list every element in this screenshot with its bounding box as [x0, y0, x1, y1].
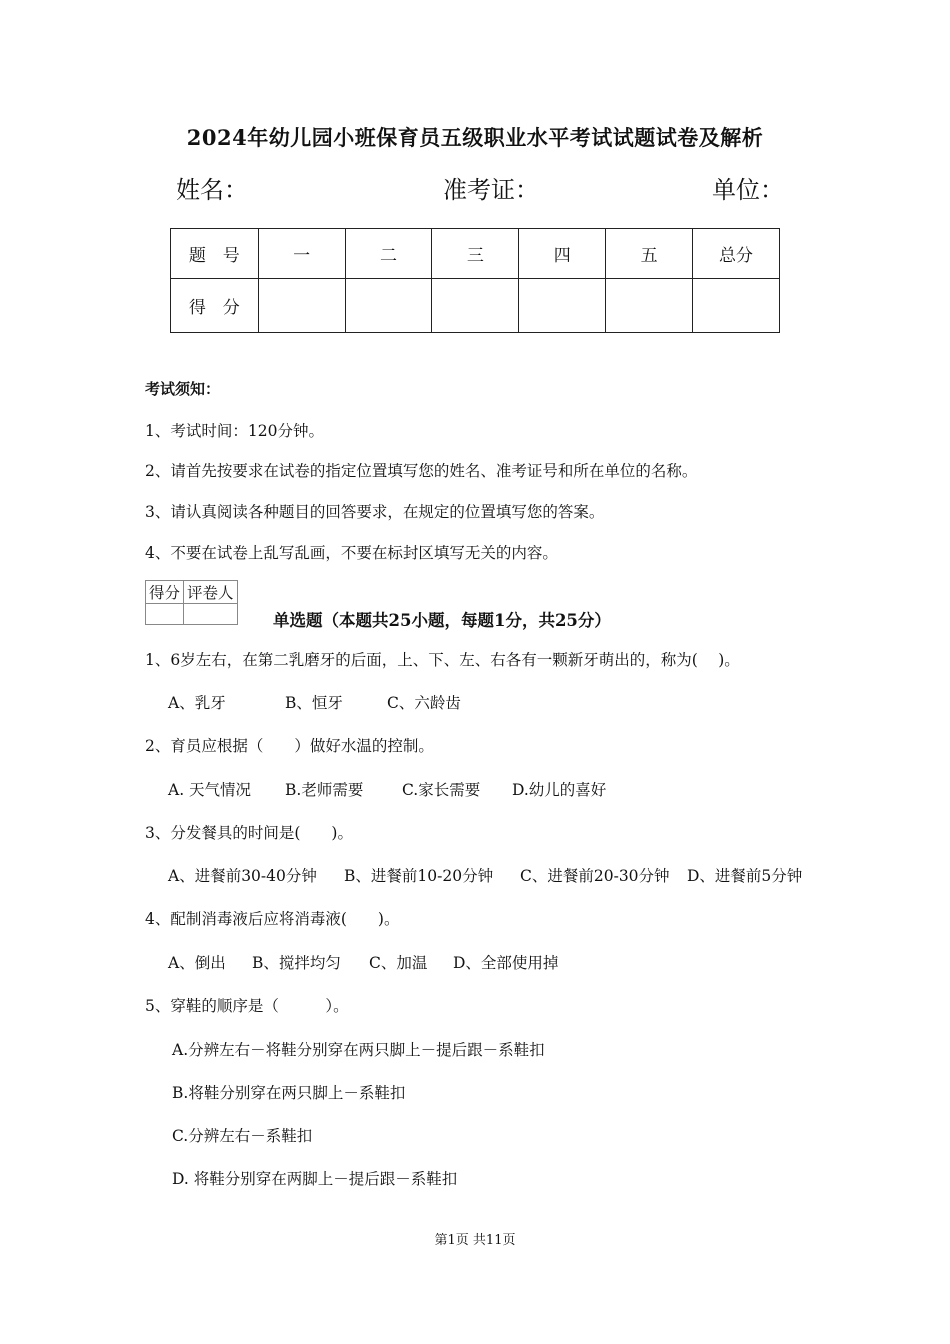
question-stem: 4、配制消毒液后应将消毒液( )。: [145, 910, 400, 928]
question-option: C.家长需要: [402, 781, 481, 799]
score-table-header-cell: 题 号: [171, 229, 259, 279]
question-option: B、搅拌均匀: [252, 954, 341, 972]
score-cell[interactable]: [432, 279, 519, 333]
notice-item: 1、考试时间：120分钟。: [145, 422, 324, 440]
question-option: D、进餐前5分钟: [687, 867, 803, 885]
score-cell[interactable]: [345, 279, 432, 333]
score-table-header-cell: 一: [258, 229, 345, 279]
score-cell[interactable]: [258, 279, 345, 333]
grader-box: [145, 580, 238, 625]
score-row-label: 得 分: [171, 279, 259, 333]
score-cell[interactable]: [606, 279, 693, 333]
score-cell[interactable]: [519, 279, 606, 333]
notice-heading: 考试须知：: [145, 380, 221, 398]
question-option: A、进餐前30-40分钟: [168, 867, 317, 885]
grader-name-cell[interactable]: [184, 604, 238, 625]
question-option: D.幼儿的喜好: [512, 781, 607, 799]
section-title: 单选题（本题共25小题，每题1分，共25分）: [273, 611, 611, 630]
question-option: B、恒牙: [285, 694, 343, 712]
question-stem: 5、穿鞋的顺序是（ ）。: [145, 997, 349, 1015]
score-table-header-cell: 四: [519, 229, 606, 279]
question-option: C、进餐前20-30分钟: [520, 867, 670, 885]
grader-score-cell[interactable]: [146, 604, 184, 625]
question-option: A、乳牙: [168, 694, 226, 712]
score-table-header-cell: 五: [606, 229, 693, 279]
name-field-label: 姓名：: [176, 176, 248, 204]
question-option: B.老师需要: [285, 781, 364, 799]
page-title: 2024年幼儿园小班保育员五级职业水平考试试题试卷及解析: [186, 125, 764, 150]
notice-item: 2、请首先按要求在试卷的指定位置填写您的姓名、准考证号和所在单位的名称。: [145, 462, 698, 480]
score-table-header-cell: 二: [345, 229, 432, 279]
question-option: C.分辨左右－系鞋扣: [172, 1127, 313, 1145]
question-option: C、加温: [369, 954, 428, 972]
grader-score-label: 得分: [146, 581, 184, 604]
score-cell[interactable]: [693, 279, 780, 333]
score-table-score-row: [171, 279, 780, 333]
score-table-header-row: [171, 229, 780, 279]
notice-item: 4、不要在试卷上乱写乱画，不要在标封区填写无关的内容。: [145, 544, 558, 562]
question-stem: 1、6岁左右，在第二乳磨牙的后面，上、下、左、右各有一颗新牙萌出的，称为( )。: [145, 651, 740, 669]
page-footer: 第1页 共11页: [434, 1233, 516, 1248]
question-option: C、六龄齿: [387, 694, 461, 712]
score-table: [170, 228, 780, 333]
question-stem: 2、育员应根据（ ）做好水温的控制。: [145, 737, 434, 755]
question-option: D、全部使用掉: [453, 954, 559, 972]
grader-name-label: 评卷人: [184, 581, 238, 604]
question-option: A、倒出: [168, 954, 226, 972]
score-table-header-cell: 总分: [693, 229, 780, 279]
question-option: A.分辨左右－将鞋分别穿在两只脚上－提后跟－系鞋扣: [172, 1041, 545, 1059]
question-option: A. 天气情况: [168, 781, 252, 799]
question-stem: 3、分发餐具的时间是( )。: [145, 824, 353, 842]
notice-item: 3、请认真阅读各种题目的回答要求，在规定的位置填写您的答案。: [145, 503, 605, 521]
unit-field-label: 单位：: [712, 176, 784, 204]
question-option: B、进餐前10-20分钟: [344, 867, 494, 885]
question-option: B.将鞋分别穿在两只脚上－系鞋扣: [172, 1084, 406, 1102]
exam-id-field-label: 准考证：: [443, 176, 539, 204]
score-table-header-cell: 三: [432, 229, 519, 279]
question-option: D. 将鞋分别穿在两脚上－提后跟－系鞋扣: [172, 1170, 458, 1188]
